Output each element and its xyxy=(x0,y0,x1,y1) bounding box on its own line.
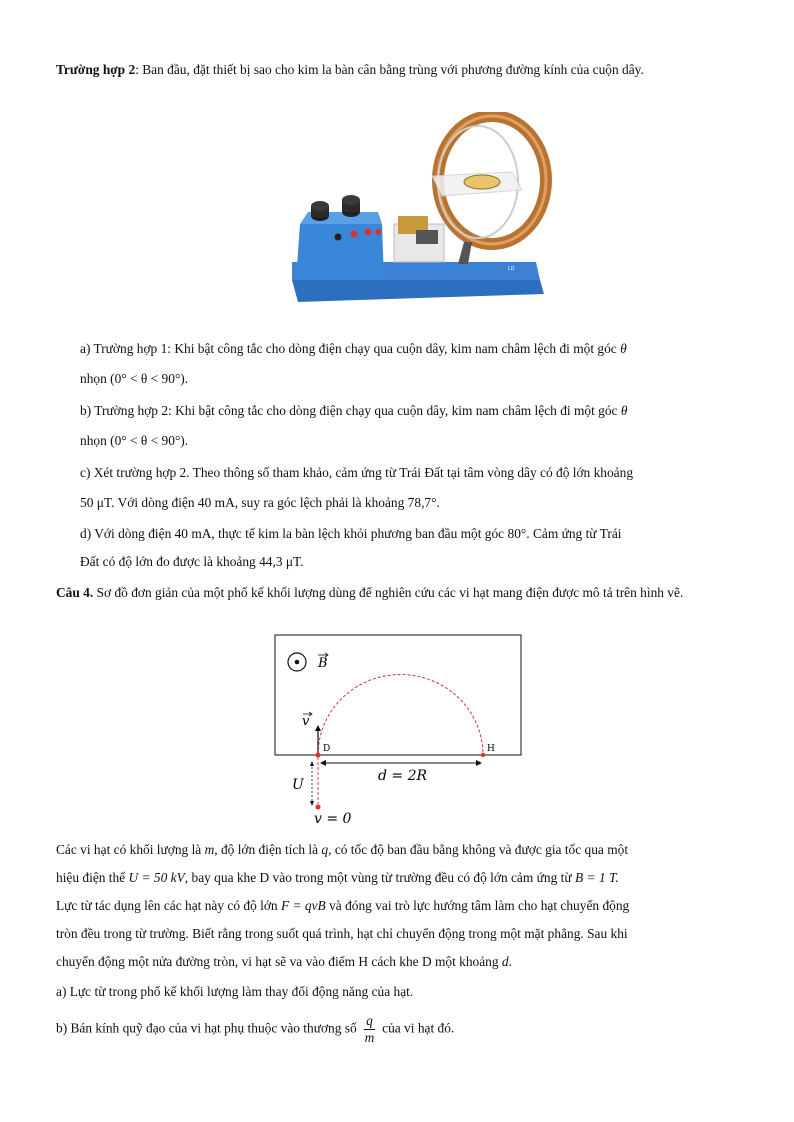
statement-a: a) Trường hợp 1: Khi bật công tắc cho dòng điện chạy qua cuộn dây, kim nam châm lệch đi một góc θ xyxy=(80,341,627,356)
statement-d-line2: Đất có độ lớn đo được là khoảng 44,3 μT. xyxy=(80,554,304,569)
d-label: D xyxy=(323,744,331,754)
statement-b-condition: nhọn (0° < θ < 90°). xyxy=(80,433,189,448)
q4-line-1: Các vi hạt có khối lượng là m, độ lớn điện tích là q, có tốc độ ban đầu bằng không và được gia tốc qua một xyxy=(56,842,629,857)
q4-line-4: tròn đều trong từ trường. Biết rằng trong suốt quá trình, hạt chỉ chuyển động trong một mặt phẳng. Sau khi xyxy=(56,926,628,941)
question-4-intro: Câu 4. Sơ đồ đơn giản của một phổ kế khối lượng dùng để nghiên cứu các vi hạt mang điện được mô tả trên hình vẽ. xyxy=(56,585,684,600)
statement-c: c) Xét trường hợp 2. Theo thông số tham khảo, cảm ứng từ Trái Đất tại tâm vòng dây có độ lớn khoảng xyxy=(80,465,634,480)
field-out-of-page-icon xyxy=(288,653,306,671)
trajectory-arc xyxy=(318,675,483,755)
q4-line-2: hiệu điện thế U = 50 kV, bay qua khe D vào trong một vùng từ trường đều có độ lớn cảm ứng từ B = 1 T. xyxy=(56,870,619,885)
compass-coil-apparatus-image xyxy=(282,112,552,310)
q4-line-5: chuyển động một nửa đường tròn, vi hạt sẽ va vào điểm H cách khe D một khoảng d. xyxy=(56,954,512,969)
statement-a-condition: nhọn (0° < θ < 90°). xyxy=(80,371,189,386)
q4-statement-a: a) Lực từ trong phổ kế khối lượng làm thay đổi động năng của hạt. xyxy=(56,984,414,999)
statement-c-line2: 50 μT. Với dòng điện 40 mA, suy ra góc lệch phải là khoảng 78,7°. xyxy=(80,495,440,510)
svg-text:LD: LD xyxy=(508,266,515,272)
case2-text: : Ban đầu, đặt thiết bị sao cho kim la bàn cân bằng trùng với phương đường kính của cuộn dây. xyxy=(135,62,644,77)
mass-spectrometer-diagram xyxy=(270,632,530,832)
q4-line-3: Lực từ tác dụng lên các hạt này có độ lớn F = qvB và đóng vai trò lực hướng tâm làm cho hạt chuyển động xyxy=(56,898,630,913)
statement-b: b) Trường hợp 2: Khi bật công tắc cho dòng điện chạy qua cuộn dây, kim nam châm lệch đi một góc θ xyxy=(80,403,628,418)
field-region xyxy=(275,635,521,755)
statement-d: d) Với dòng điện 40 mA, thực tế kim la bàn lệch khỏi phương ban đầu một góc 80°. Cảm ứng từ Trái xyxy=(80,526,622,541)
u-label: U xyxy=(292,777,304,793)
case2-paragraph xyxy=(56,55,742,85)
start-point xyxy=(316,805,321,810)
point-d xyxy=(316,753,321,758)
v0-label: v = 0 xyxy=(314,811,352,827)
question-4-label: Câu 4. xyxy=(56,585,94,600)
q4-statement-b: b) Bán kính quỹ đạo của vi hạt phụ thuộc vào thương số $\frac{q}{m}$ của vi hạt đó. xyxy=(56,1013,455,1045)
point-h xyxy=(481,753,485,757)
distance-label: d = 2R xyxy=(378,768,428,784)
q-over-m-fraction: $\frac{q}{m}$ xyxy=(364,1013,375,1045)
h-label: H xyxy=(487,744,495,754)
b-label: B xyxy=(318,656,328,671)
case2-label: Trường hợp 2 xyxy=(56,62,136,77)
v-label: v xyxy=(302,714,310,729)
